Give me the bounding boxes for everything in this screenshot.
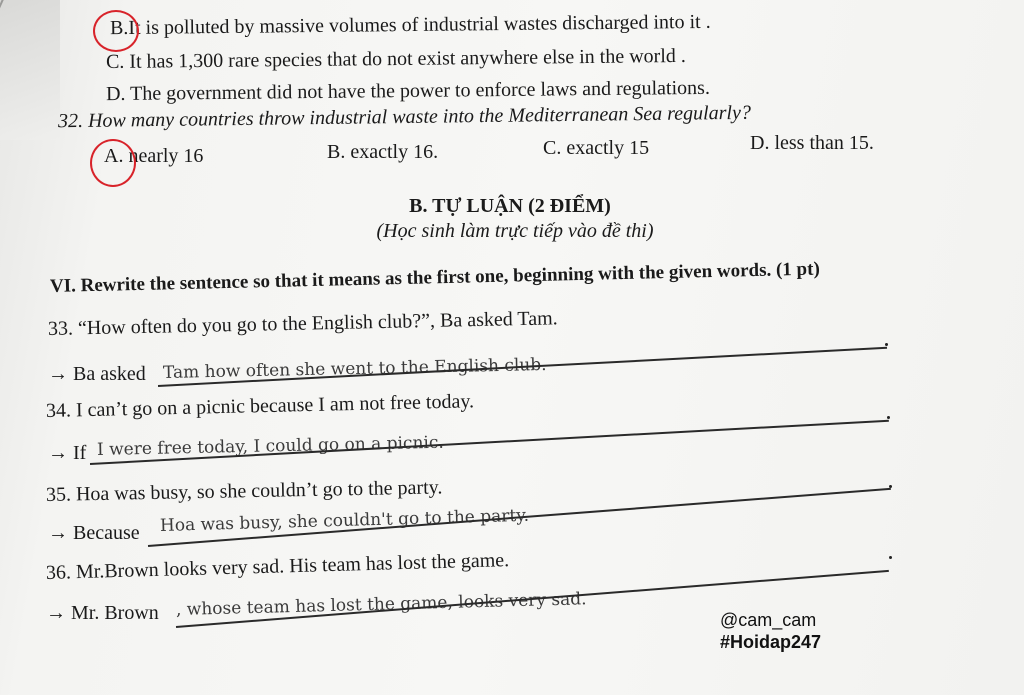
q32-option-d: D. less than 15. [750, 132, 874, 154]
watermark-hashtag: #Hoidap247 [720, 632, 822, 652]
section-subtitle: (Học sinh làm trực tiếp vào đề thi) [376, 220, 654, 242]
q35-answer: Hoa was busy, she couldn't go to the party. [159, 505, 530, 536]
answer-circle-q32 [90, 139, 136, 187]
q34-prompt: → If [48, 442, 87, 464]
watermark-user: @cam_cam [720, 610, 817, 630]
q31-option-b-letter: B. [109, 16, 129, 40]
paper-fold [0, 0, 60, 140]
q33-answer: Tam how often she went to the English club. [162, 354, 547, 383]
q31-option-b [110, 11, 711, 40]
q31-option-d: D. The government did not have the power to enforce laws and regulations. [105, 76, 710, 106]
q32-option-a-text: nearly 16 [128, 145, 204, 167]
q31-option-c: C. It has 1,300 rare species that do not exist anywhere else in the world . [105, 44, 686, 74]
answer-circle-q31 [93, 10, 139, 52]
q31-option-b-text: It is polluted by massive volumes of industrial wastes discharged into it . [128, 10, 711, 39]
q32-option-b: B. exactly 16. [327, 141, 439, 163]
q36-end-dot [889, 556, 892, 559]
q32-option-c: C. exactly 15 [543, 137, 650, 159]
q33-prompt: → Ba asked [48, 363, 146, 385]
q34-question: 34. I can’t go on a picnic because I am not free today. [45, 390, 475, 422]
q33-end-dot [885, 343, 888, 346]
part6-heading: VI. Rewrite the sentence so that it means as the first one, beginning with the given words. (1 pt) [49, 258, 821, 297]
section-title: B. TỰ LUẬN (2 ĐIỂM) [409, 195, 611, 217]
q36-question: 36. Mr.Brown looks very sad. His team has lost the game. [45, 549, 510, 584]
q32-option-a-letter: A. [104, 145, 124, 167]
q33-question: 33. “How often do you go to the English club?”, Ba asked Tam. [47, 307, 558, 340]
q34-end-dot [887, 416, 890, 419]
q35-prompt: → Because [48, 522, 140, 544]
q32-question: 32. How many countries throw industrial waste into the Mediterranean Sea regularly? [57, 101, 752, 133]
q36-prompt: → Mr. Brown [46, 602, 159, 624]
q35-question: 35. Hoa was busy, so she couldn’t go to the party. [45, 476, 443, 506]
q34-answer: I were free today, I could go on a picnic. [96, 432, 444, 460]
q36-answer: , whose team has lost the game, looks very sad. [175, 589, 587, 620]
